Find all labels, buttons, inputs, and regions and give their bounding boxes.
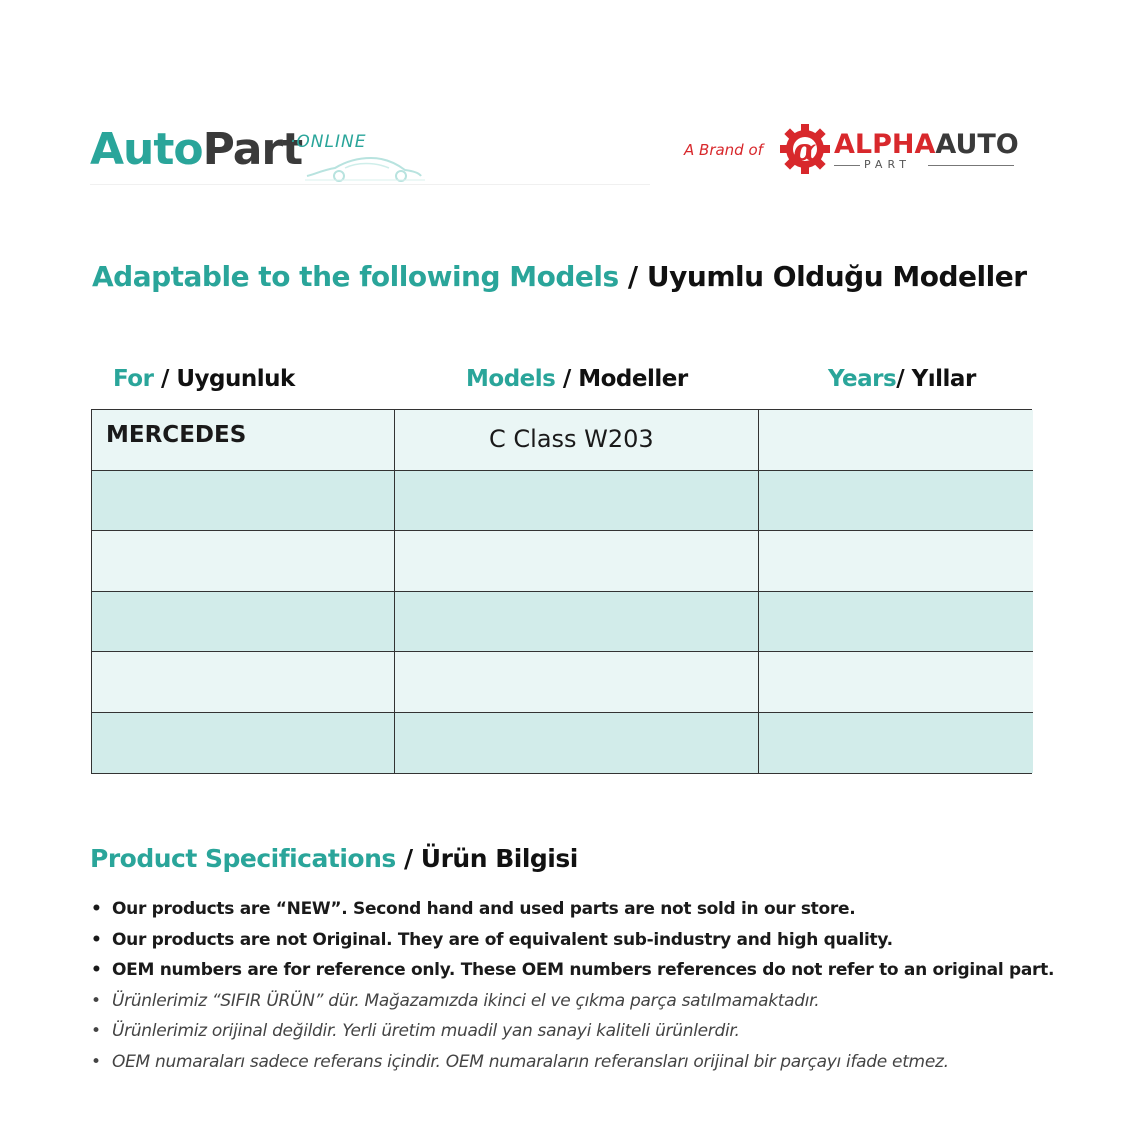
compatibility-table bbox=[91, 409, 1032, 774]
list-item: • OEM numaraları sadece referans içindir. OEM numaraların referansları orijinal bir parçayı ifade etmez. bbox=[90, 1049, 1054, 1080]
logo-word-auto: Auto bbox=[90, 124, 203, 175]
table-cell-brand bbox=[92, 652, 395, 713]
table-cell-brand bbox=[92, 471, 395, 532]
table-cell-years bbox=[759, 652, 1033, 713]
table-cell-model bbox=[395, 531, 759, 592]
model-text: C Class W203 bbox=[489, 425, 654, 453]
svg-text:α: α bbox=[793, 133, 817, 168]
title-turkish: / Uyumlu Olduğu Modeller bbox=[618, 260, 1027, 293]
alpha-sub-rule-left bbox=[834, 165, 860, 166]
table-cell-years bbox=[759, 713, 1033, 774]
list-item: • Ürünlerimiz orijinal değildir. Yerli üretim muadil yan sanayi kaliteli ürünlerdir. bbox=[90, 1018, 1054, 1049]
table-cell-brand bbox=[92, 713, 395, 774]
spec-title-english: Product Specifications bbox=[90, 844, 396, 873]
table-cell-brand bbox=[92, 531, 395, 592]
list-item: • Our products are “NEW”. Second hand and used parts are not sold in our store. bbox=[90, 896, 1054, 927]
alpha-word: ALPHA bbox=[834, 129, 936, 160]
table-cell-brand bbox=[92, 410, 395, 471]
table-cell-model bbox=[395, 410, 759, 471]
title-english: Adaptable to the following Models bbox=[92, 260, 619, 293]
compatible-models-title bbox=[92, 260, 1027, 293]
list-item: • Ürünlerimiz “SIFIR ÜRÜN” dür. Mağazamızda ikinci el ve çıkma parça satılmamaktadır. bbox=[90, 988, 1054, 1019]
table-cell-years bbox=[759, 531, 1033, 592]
alpha-gear-icon bbox=[778, 122, 832, 176]
list-item: • Our products are not Original. They are of equivalent sub-industry and high quality. bbox=[90, 927, 1054, 958]
page-header bbox=[0, 0, 1133, 200]
product-specifications-title bbox=[90, 844, 578, 873]
list-item: • OEM numbers are for reference only. These OEM numbers references do not refer to an original part. bbox=[90, 957, 1054, 988]
alpha-wordmark bbox=[834, 128, 1019, 162]
table-cell-model bbox=[395, 713, 759, 774]
alpha-auto-part-logo bbox=[778, 122, 1028, 178]
alpha-sub-rule-right bbox=[928, 165, 1014, 166]
column-header-for bbox=[113, 366, 295, 392]
column-header-years-en: Years bbox=[828, 366, 897, 392]
column-header-years-tr: / Yıllar bbox=[896, 366, 976, 392]
column-header-years bbox=[828, 366, 976, 392]
autopart-online-logo bbox=[90, 118, 430, 188]
logo-divider bbox=[90, 184, 650, 185]
logo-wordmark bbox=[90, 122, 302, 178]
logo-word-part: Part bbox=[202, 124, 303, 175]
table-cell-years bbox=[759, 592, 1033, 653]
table-cell-model bbox=[395, 592, 759, 653]
table-cell-years bbox=[759, 410, 1033, 471]
table-cell-brand bbox=[92, 592, 395, 653]
brand-text: MERCEDES bbox=[106, 422, 247, 448]
table-cell-years bbox=[759, 471, 1033, 532]
alpha-part-word: PART bbox=[864, 158, 912, 171]
table-cell-model bbox=[395, 471, 759, 532]
logo-online-text: ·ONLINE bbox=[290, 132, 367, 152]
column-header-for-en: For bbox=[113, 366, 154, 392]
auto-word: AUTO bbox=[935, 129, 1019, 160]
brand-of-label: A Brand of bbox=[684, 141, 763, 159]
column-header-models-tr: / Modeller bbox=[555, 366, 688, 392]
table-cell-model bbox=[395, 652, 759, 713]
column-header-models-en: Models bbox=[466, 366, 556, 392]
column-header-for-tr: / Uygunluk bbox=[153, 366, 295, 392]
car-silhouette-icon bbox=[305, 152, 425, 182]
spec-title-turkish: / Ürün Bilgisi bbox=[395, 844, 578, 873]
product-specifications-list bbox=[90, 896, 1054, 1080]
column-header-models bbox=[466, 366, 688, 392]
